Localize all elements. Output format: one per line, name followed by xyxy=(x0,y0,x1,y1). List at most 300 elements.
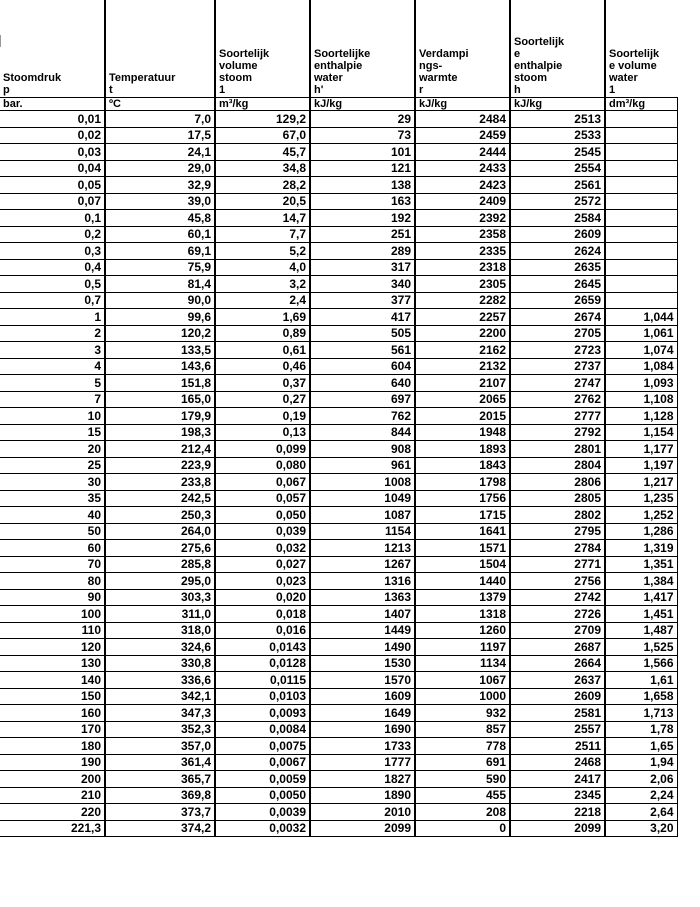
cell-pressure: 1 xyxy=(0,309,105,326)
cell-steam-enthalpy: 2554 xyxy=(510,160,605,177)
cell-water-enthalpy: 1267 xyxy=(310,556,415,573)
cell-water-volume: 1,319 xyxy=(605,540,677,557)
cell-temperature: 336,6 xyxy=(105,672,215,689)
cell-steam-volume: 0,027 xyxy=(215,556,310,573)
cell-evaporation-heat: 691 xyxy=(415,754,510,771)
cell-pressure: 60 xyxy=(0,540,105,557)
cell-steam-volume: 0,039 xyxy=(215,523,310,540)
cell-temperature: 120,2 xyxy=(105,325,215,342)
cell-water-enthalpy: 908 xyxy=(310,441,415,458)
table-row xyxy=(0,820,677,837)
cell-temperature: 24,1 xyxy=(105,144,215,161)
cell-water-enthalpy: 340 xyxy=(310,276,415,293)
table-row xyxy=(0,787,677,804)
table-row xyxy=(0,556,677,573)
table-row xyxy=(0,193,677,210)
cell-steam-volume: 0,13 xyxy=(215,424,310,441)
cell-pressure: 170 xyxy=(0,721,105,738)
cell-steam-enthalpy: 2659 xyxy=(510,292,605,309)
table-row xyxy=(0,276,677,293)
cell-water-enthalpy: 1649 xyxy=(310,705,415,722)
cell-steam-volume: 45,7 xyxy=(215,144,310,161)
cell-water-volume xyxy=(605,226,677,243)
cell-water-volume: 1,713 xyxy=(605,705,677,722)
cell-evaporation-heat: 2423 xyxy=(415,177,510,194)
cell-pressure: 0,07 xyxy=(0,193,105,210)
cell-pressure: 90 xyxy=(0,589,105,606)
cell-pressure: 10 xyxy=(0,408,105,425)
cell-temperature: 17,5 xyxy=(105,127,215,144)
cell-evaporation-heat: 2107 xyxy=(415,375,510,392)
cell-steam-enthalpy: 2584 xyxy=(510,210,605,227)
table-row xyxy=(0,622,677,639)
table-row xyxy=(0,210,677,227)
cell-steam-enthalpy: 2513 xyxy=(510,111,605,128)
cell-water-volume: 1,487 xyxy=(605,622,677,639)
table-row xyxy=(0,490,677,507)
cell-water-enthalpy: 121 xyxy=(310,160,415,177)
cell-temperature: 223,9 xyxy=(105,457,215,474)
cell-steam-enthalpy: 2705 xyxy=(510,325,605,342)
cell-temperature: 143,6 xyxy=(105,358,215,375)
cell-steam-enthalpy: 2756 xyxy=(510,573,605,590)
cell-water-volume: 1,384 xyxy=(605,573,677,590)
cell-water-enthalpy: 1008 xyxy=(310,474,415,491)
cell-water-volume: 1,94 xyxy=(605,754,677,771)
cell-water-volume: 1,286 xyxy=(605,523,677,540)
cell-pressure: 140 xyxy=(0,672,105,689)
cell-water-volume xyxy=(605,111,677,128)
cell-water-enthalpy: 1449 xyxy=(310,622,415,639)
table-row xyxy=(0,672,677,689)
header-pressure: Stoomdruk p xyxy=(3,72,62,96)
cell-steam-volume: 2,4 xyxy=(215,292,310,309)
cell-water-volume: 1,197 xyxy=(605,457,677,474)
cell-temperature: 212,4 xyxy=(105,441,215,458)
cell-evaporation-heat: 1379 xyxy=(415,589,510,606)
cell-pressure: 30 xyxy=(0,474,105,491)
cell-steam-enthalpy: 2581 xyxy=(510,705,605,722)
cell-temperature: 233,8 xyxy=(105,474,215,491)
cell-pressure: 0,1 xyxy=(0,210,105,227)
cell-steam-volume: 0,27 xyxy=(215,391,310,408)
cell-water-enthalpy: 1154 xyxy=(310,523,415,540)
cell-steam-enthalpy: 2801 xyxy=(510,441,605,458)
cell-pressure: 0,01 xyxy=(0,111,105,128)
cell-steam-enthalpy: 2804 xyxy=(510,457,605,474)
cell-water-enthalpy: 163 xyxy=(310,193,415,210)
cell-steam-enthalpy: 2795 xyxy=(510,523,605,540)
cell-water-volume xyxy=(605,127,677,144)
cell-water-volume xyxy=(605,210,677,227)
cell-water-volume xyxy=(605,193,677,210)
cell-temperature: 198,3 xyxy=(105,424,215,441)
table-row xyxy=(0,325,677,342)
cell-evaporation-heat: 2459 xyxy=(415,127,510,144)
cell-evaporation-heat: 2162 xyxy=(415,342,510,359)
cell-steam-volume: 0,067 xyxy=(215,474,310,491)
cell-water-enthalpy: 73 xyxy=(310,127,415,144)
cell-water-volume: 1,417 xyxy=(605,589,677,606)
cell-temperature: 365,7 xyxy=(105,771,215,788)
cell-steam-enthalpy: 2709 xyxy=(510,622,605,639)
cell-temperature: 303,3 xyxy=(105,589,215,606)
cell-steam-volume: 0,0128 xyxy=(215,655,310,672)
cell-water-enthalpy: 1490 xyxy=(310,639,415,656)
cell-temperature: 133,5 xyxy=(105,342,215,359)
cell-steam-volume: 20,5 xyxy=(215,193,310,210)
cell-water-volume: 1,525 xyxy=(605,639,677,656)
table-row xyxy=(0,804,677,821)
cell-water-volume: 1,044 xyxy=(605,309,677,326)
cell-pressure: 0,05 xyxy=(0,177,105,194)
cell-evaporation-heat: 2444 xyxy=(415,144,510,161)
cell-steam-enthalpy: 2511 xyxy=(510,738,605,755)
cell-water-volume xyxy=(605,160,677,177)
cell-water-enthalpy: 1087 xyxy=(310,507,415,524)
header-water-volume: Soortelijk e volume water 1 xyxy=(605,0,677,98)
cell-evaporation-heat: 2200 xyxy=(415,325,510,342)
cell-evaporation-heat: 455 xyxy=(415,787,510,804)
cell-water-volume: 1,074 xyxy=(605,342,677,359)
cell-water-volume: 1,084 xyxy=(605,358,677,375)
units-row xyxy=(0,98,677,111)
cell-temperature: 90,0 xyxy=(105,292,215,309)
cell-steam-enthalpy: 2674 xyxy=(510,309,605,326)
cell-steam-enthalpy: 2784 xyxy=(510,540,605,557)
cell-pressure: 80 xyxy=(0,573,105,590)
cell-water-volume: 1,093 xyxy=(605,375,677,392)
table-row xyxy=(0,243,677,260)
header-evaporation-heat: Verdampi ngs- warmte r xyxy=(415,0,510,98)
cell-temperature: 242,5 xyxy=(105,490,215,507)
cell-water-volume xyxy=(605,177,677,194)
table-body xyxy=(0,111,677,837)
cell-water-volume: 1,128 xyxy=(605,408,677,425)
cell-water-enthalpy: 505 xyxy=(310,325,415,342)
table-row xyxy=(0,391,677,408)
header-temperature: Temperatuur t xyxy=(105,0,215,98)
cell-steam-enthalpy: 2742 xyxy=(510,589,605,606)
cell-temperature: 250,3 xyxy=(105,507,215,524)
cell-water-enthalpy: 640 xyxy=(310,375,415,392)
cell-pressure: 130 xyxy=(0,655,105,672)
table-row xyxy=(0,771,677,788)
cell-steam-volume: 0,018 xyxy=(215,606,310,623)
cell-steam-volume: 0,0075 xyxy=(215,738,310,755)
cell-temperature: 81,4 xyxy=(105,276,215,293)
cell-evaporation-heat: 1067 xyxy=(415,672,510,689)
cell-steam-volume: 0,19 xyxy=(215,408,310,425)
cell-temperature: 295,0 xyxy=(105,573,215,590)
cell-water-volume: 1,451 xyxy=(605,606,677,623)
cell-steam-enthalpy: 2635 xyxy=(510,259,605,276)
cell-water-enthalpy: 1777 xyxy=(310,754,415,771)
table-row xyxy=(0,523,677,540)
table-row xyxy=(0,754,677,771)
cell-steam-volume: 34,8 xyxy=(215,160,310,177)
cell-water-enthalpy: 561 xyxy=(310,342,415,359)
cell-steam-volume: 0,0143 xyxy=(215,639,310,656)
cell-steam-volume: 3,2 xyxy=(215,276,310,293)
table-row xyxy=(0,573,677,590)
cell-steam-volume: 0,057 xyxy=(215,490,310,507)
cell-pressure: 35 xyxy=(0,490,105,507)
cell-temperature: 330,8 xyxy=(105,655,215,672)
cell-temperature: 179,9 xyxy=(105,408,215,425)
cell-pressure: 70 xyxy=(0,556,105,573)
table-row xyxy=(0,474,677,491)
cell-water-volume: 1,177 xyxy=(605,441,677,458)
cell-evaporation-heat: 1134 xyxy=(415,655,510,672)
cell-steam-volume: 0,46 xyxy=(215,358,310,375)
cell-steam-enthalpy: 2645 xyxy=(510,276,605,293)
cell-water-enthalpy: 29 xyxy=(310,111,415,128)
cell-steam-volume: 67,0 xyxy=(215,127,310,144)
cell-water-volume: 3,20 xyxy=(605,820,677,837)
cell-steam-enthalpy: 2792 xyxy=(510,424,605,441)
cell-temperature: 374,2 xyxy=(105,820,215,837)
header-steam-enthalpy: Soortelijk e enthalpie stoom h xyxy=(510,0,605,98)
cell-steam-volume: 4,0 xyxy=(215,259,310,276)
cell-pressure: 0,03 xyxy=(0,144,105,161)
cell-temperature: 39,0 xyxy=(105,193,215,210)
cell-evaporation-heat: 2318 xyxy=(415,259,510,276)
cell-steam-volume: 0,032 xyxy=(215,540,310,557)
cell-water-enthalpy: 1407 xyxy=(310,606,415,623)
cell-steam-enthalpy: 2737 xyxy=(510,358,605,375)
cell-evaporation-heat: 2433 xyxy=(415,160,510,177)
cell-evaporation-heat: 1571 xyxy=(415,540,510,557)
cell-water-enthalpy: 1609 xyxy=(310,688,415,705)
cell-water-volume: 2,64 xyxy=(605,804,677,821)
cell-steam-enthalpy: 2723 xyxy=(510,342,605,359)
cell-pressure: 200 xyxy=(0,771,105,788)
cell-water-volume: 1,658 xyxy=(605,688,677,705)
cell-water-volume: 2,06 xyxy=(605,771,677,788)
cell-water-enthalpy: 138 xyxy=(310,177,415,194)
cell-evaporation-heat: 2015 xyxy=(415,408,510,425)
cell-steam-volume: 7,7 xyxy=(215,226,310,243)
header-steam-volume: Soortelijk volume stoom 1 xyxy=(215,0,310,98)
cell-steam-enthalpy: 2637 xyxy=(510,672,605,689)
table-row xyxy=(0,589,677,606)
unit-steam-volume: m³/kg xyxy=(215,98,310,111)
cell-water-volume: 1,351 xyxy=(605,556,677,573)
cell-temperature: 29,0 xyxy=(105,160,215,177)
cell-water-enthalpy: 1690 xyxy=(310,721,415,738)
table-row xyxy=(0,540,677,557)
cell-steam-volume: 0,099 xyxy=(215,441,310,458)
cell-evaporation-heat: 1756 xyxy=(415,490,510,507)
cell-water-volume: 1,78 xyxy=(605,721,677,738)
table-row xyxy=(0,226,677,243)
cell-water-volume: 1,154 xyxy=(605,424,677,441)
table-row xyxy=(0,507,677,524)
cell-evaporation-heat: 1893 xyxy=(415,441,510,458)
cell-water-enthalpy: 1213 xyxy=(310,540,415,557)
table-row xyxy=(0,688,677,705)
cell-water-enthalpy: 289 xyxy=(310,243,415,260)
table-row xyxy=(0,457,677,474)
cell-pressure: 190 xyxy=(0,754,105,771)
cell-pressure: 5 xyxy=(0,375,105,392)
cell-steam-volume: 0,050 xyxy=(215,507,310,524)
cell-steam-volume: 0,0039 xyxy=(215,804,310,821)
cell-water-volume xyxy=(605,259,677,276)
cell-evaporation-heat: 1504 xyxy=(415,556,510,573)
cell-water-enthalpy: 317 xyxy=(310,259,415,276)
cell-temperature: 69,1 xyxy=(105,243,215,260)
cell-temperature: 165,0 xyxy=(105,391,215,408)
table-row xyxy=(0,408,677,425)
cell-steam-enthalpy: 2572 xyxy=(510,193,605,210)
unit-water-volume: dm³/kg xyxy=(605,98,677,111)
cell-steam-enthalpy: 2345 xyxy=(510,787,605,804)
cell-temperature: 285,8 xyxy=(105,556,215,573)
cell-pressure: 0,5 xyxy=(0,276,105,293)
cell-water-volume: 1,252 xyxy=(605,507,677,524)
cell-pressure: 2 xyxy=(0,325,105,342)
cell-steam-volume: 0,0115 xyxy=(215,672,310,689)
header-row xyxy=(0,0,677,98)
cell-steam-enthalpy: 2468 xyxy=(510,754,605,771)
cell-water-enthalpy: 2010 xyxy=(310,804,415,821)
cell-temperature: 7,0 xyxy=(105,111,215,128)
cell-temperature: 45,8 xyxy=(105,210,215,227)
cell-evaporation-heat: 2358 xyxy=(415,226,510,243)
table-row xyxy=(0,639,677,656)
cell-temperature: 361,4 xyxy=(105,754,215,771)
cell-steam-enthalpy: 2624 xyxy=(510,243,605,260)
cell-pressure: 3 xyxy=(0,342,105,359)
cell-pressure: 210 xyxy=(0,787,105,804)
cell-steam-enthalpy: 2218 xyxy=(510,804,605,821)
table-row xyxy=(0,424,677,441)
cell-steam-volume: 14,7 xyxy=(215,210,310,227)
cell-temperature: 369,8 xyxy=(105,787,215,804)
cell-pressure: 100 xyxy=(0,606,105,623)
unit-steam-enthalpy: kJ/kg xyxy=(510,98,605,111)
cell-temperature: 318,0 xyxy=(105,622,215,639)
cell-evaporation-heat: 2132 xyxy=(415,358,510,375)
cell-steam-enthalpy: 2533 xyxy=(510,127,605,144)
cell-evaporation-heat: 2335 xyxy=(415,243,510,260)
cell-steam-volume: 0,0103 xyxy=(215,688,310,705)
cell-water-volume: 1,217 xyxy=(605,474,677,491)
cell-steam-volume: 0,89 xyxy=(215,325,310,342)
cell-pressure: 7 xyxy=(0,391,105,408)
cell-pressure: 50 xyxy=(0,523,105,540)
cell-water-volume: 1,65 xyxy=(605,738,677,755)
cell-pressure: 110 xyxy=(0,622,105,639)
table-row xyxy=(0,655,677,672)
cell-water-volume xyxy=(605,276,677,293)
table-row xyxy=(0,358,677,375)
cell-steam-enthalpy: 2099 xyxy=(510,820,605,837)
cell-steam-volume: 5,2 xyxy=(215,243,310,260)
cell-steam-enthalpy: 2805 xyxy=(510,490,605,507)
cell-water-enthalpy: 1570 xyxy=(310,672,415,689)
cell-evaporation-heat: 2282 xyxy=(415,292,510,309)
cell-water-volume xyxy=(605,144,677,161)
cell-pressure: 221,3 xyxy=(0,820,105,837)
table-row xyxy=(0,127,677,144)
cell-evaporation-heat: 1798 xyxy=(415,474,510,491)
cell-evaporation-heat: 2484 xyxy=(415,111,510,128)
cell-water-enthalpy: 844 xyxy=(310,424,415,441)
cell-steam-enthalpy: 2561 xyxy=(510,177,605,194)
cell-water-enthalpy: 1530 xyxy=(310,655,415,672)
cell-steam-volume: 0,020 xyxy=(215,589,310,606)
cell-temperature: 324,6 xyxy=(105,639,215,656)
cell-water-volume: 1,108 xyxy=(605,391,677,408)
table-row xyxy=(0,606,677,623)
cell-pressure: 15 xyxy=(0,424,105,441)
table-row xyxy=(0,259,677,276)
cell-steam-volume: 0,0067 xyxy=(215,754,310,771)
table-row xyxy=(0,292,677,309)
cell-pressure: 0,7 xyxy=(0,292,105,309)
cell-temperature: 264,0 xyxy=(105,523,215,540)
cell-evaporation-heat: 1641 xyxy=(415,523,510,540)
table-row xyxy=(0,721,677,738)
cell-steam-enthalpy: 2747 xyxy=(510,375,605,392)
cell-water-enthalpy: 604 xyxy=(310,358,415,375)
cell-water-enthalpy: 192 xyxy=(310,210,415,227)
cell-evaporation-heat: 2065 xyxy=(415,391,510,408)
cell-evaporation-heat: 1948 xyxy=(415,424,510,441)
table-row xyxy=(0,342,677,359)
cell-pressure: 40 xyxy=(0,507,105,524)
cell-steam-enthalpy: 2417 xyxy=(510,771,605,788)
cell-temperature: 373,7 xyxy=(105,804,215,821)
cell-evaporation-heat: 1843 xyxy=(415,457,510,474)
cell-pressure: 0,2 xyxy=(0,226,105,243)
cell-steam-enthalpy: 2726 xyxy=(510,606,605,623)
cell-pressure: 150 xyxy=(0,688,105,705)
cell-water-volume: 1,235 xyxy=(605,490,677,507)
cell-evaporation-heat: 1318 xyxy=(415,606,510,623)
cell-steam-enthalpy: 2806 xyxy=(510,474,605,491)
cell-evaporation-heat: 2257 xyxy=(415,309,510,326)
cell-steam-volume: 0,0059 xyxy=(215,771,310,788)
cell-steam-enthalpy: 2545 xyxy=(510,144,605,161)
cell-water-enthalpy: 1827 xyxy=(310,771,415,788)
cell-pressure: 20 xyxy=(0,441,105,458)
cell-evaporation-heat: 2305 xyxy=(415,276,510,293)
cell-pressure: 0,4 xyxy=(0,259,105,276)
cell-temperature: 75,9 xyxy=(105,259,215,276)
unit-water-enthalpy: kJ/kg xyxy=(310,98,415,111)
cell-steam-volume: 0,0032 xyxy=(215,820,310,837)
cell-temperature: 311,0 xyxy=(105,606,215,623)
cell-temperature: 60,1 xyxy=(105,226,215,243)
cell-steam-enthalpy: 2762 xyxy=(510,391,605,408)
cell-water-enthalpy: 1890 xyxy=(310,787,415,804)
cell-evaporation-heat: 1440 xyxy=(415,573,510,590)
cell-evaporation-heat: 2392 xyxy=(415,210,510,227)
cell-evaporation-heat: 932 xyxy=(415,705,510,722)
cell-water-enthalpy: 1363 xyxy=(310,589,415,606)
table-row xyxy=(0,375,677,392)
unit-temperature: ºC xyxy=(105,98,215,111)
table-row xyxy=(0,111,677,128)
cell-steam-volume: 0,61 xyxy=(215,342,310,359)
unit-pressure: bar. xyxy=(0,98,105,111)
table-row xyxy=(0,177,677,194)
cell-water-volume: 1,061 xyxy=(605,325,677,342)
